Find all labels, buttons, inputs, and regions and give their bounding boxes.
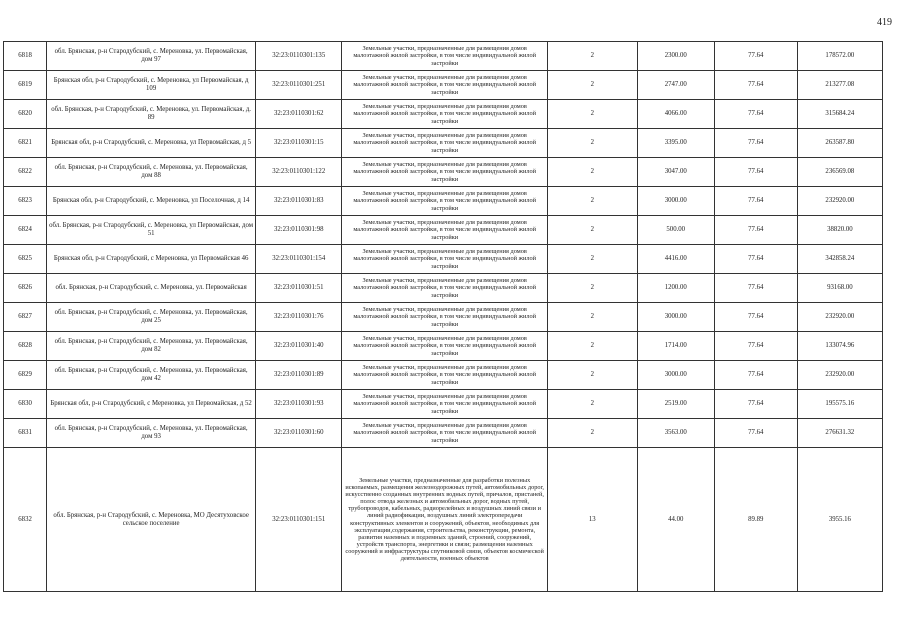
cadastral-value-cell: 213277.08 [797,71,882,100]
table-body [4,42,883,592]
category-code-cell: 2 [547,332,637,361]
cadastral-value-cell: 232920.00 [797,303,882,332]
address-cell: обл. Брянская, р-н Стародубский, с. Мереновка, ул. Первомайская, д. 89 [47,100,256,129]
category-code-cell: 2 [547,216,637,245]
area-cell: 1200.00 [637,274,714,303]
cadastral-value-cell: 232920.00 [797,187,882,216]
category-code-cell: 2 [547,274,637,303]
cadastral-number-cell: 32:23:0110301:40 [256,332,342,361]
row-number-cell: 6830 [4,390,47,419]
area-cell: 1714.00 [637,332,714,361]
cadastral-number-cell: 32:23:0110301:251 [256,71,342,100]
category-code-cell: 2 [547,361,637,390]
category-code-cell: 2 [547,71,637,100]
cadastral-value-cell: 276631.32 [797,419,882,448]
land-use-cell: Земельные участки, предназначенные для размещения домов малоэтажной жилой застройки, в том числе индивидуальной жилой застройки [342,245,548,274]
table-row [4,303,883,332]
row-number-cell: 6821 [4,129,47,158]
table-row [4,187,883,216]
specific-value-cell: 77.64 [714,274,797,303]
cadastral-number-cell: 32:23:0110301:93 [256,390,342,419]
cadastral-number-cell: 32:23:0110301:51 [256,274,342,303]
category-code-cell: 2 [547,100,637,129]
cadastral-value-cell: 178572.00 [797,42,882,71]
category-code-cell: 2 [547,303,637,332]
row-number-cell: 6823 [4,187,47,216]
row-number-cell: 6822 [4,158,47,187]
specific-value-cell: 77.64 [714,187,797,216]
specific-value-cell: 77.64 [714,332,797,361]
cadastral-number-cell: 32:23:0110301:98 [256,216,342,245]
address-cell: Брянская обл, р-н Стародубский, с Мереновка, ул Первомайская, д 52 [47,390,256,419]
area-cell: 3563.00 [637,419,714,448]
table-row [4,216,883,245]
row-number-cell: 6819 [4,71,47,100]
table-row [4,390,883,419]
cadastral-value-cell: 236569.08 [797,158,882,187]
category-code-cell: 2 [547,129,637,158]
cadastral-number-cell: 32:23:0110301:62 [256,100,342,129]
row-number-cell: 6828 [4,332,47,361]
land-use-cell: Земельные участки, предназначенные для размещения домов малоэтажной жилой застройки, в том числе индивидуальной жилой застройки [342,216,548,245]
address-cell: обл. Брянская, р-н Стародубский, с. Мереновка, ул. Первомайская, дом 97 [47,42,256,71]
table-row [4,245,883,274]
address-cell: Брянская обл, р-н Стародубский, с Мереновка, ул Первомайская 46 [47,245,256,274]
address-cell: Брянская обл, р-н Стародубский, с. Мереновка, ул Поселочная, д 14 [47,187,256,216]
area-cell: 500.00 [637,216,714,245]
cadastral-value-table [3,41,883,592]
area-cell: 44.00 [637,448,714,592]
row-number-cell: 6825 [4,245,47,274]
specific-value-cell: 77.64 [714,216,797,245]
table-row [4,129,883,158]
land-use-cell: Земельные участки, предназначенные для размещения домов малоэтажной жилой застройки, в том числе индивидуальной жилой застройки [342,187,548,216]
area-cell: 3000.00 [637,303,714,332]
land-use-cell: Земельные участки, предназначенные для размещения домов малоэтажной жилой застройки, в том числе индивидуальной жилой застройки [342,71,548,100]
category-code-cell: 2 [547,187,637,216]
address-cell: Брянская обл, р-н Стародубский, с. Мереновка, ул Первомайская, д 5 [47,129,256,158]
specific-value-cell: 77.64 [714,419,797,448]
row-number-cell: 6832 [4,448,47,592]
cadastral-number-cell: 32:23:0110301:154 [256,245,342,274]
area-cell: 3395.00 [637,129,714,158]
area-cell: 2519.00 [637,390,714,419]
area-cell: 2747.00 [637,71,714,100]
category-code-cell: 2 [547,419,637,448]
cadastral-number-cell: 32:23:0110301:83 [256,187,342,216]
cadastral-value-cell: 263587.80 [797,129,882,158]
address-cell: обл. Брянская, р-н Стародубский, с. Мереновка, ул. Первомайская, дом 25 [47,303,256,332]
specific-value-cell: 77.64 [714,71,797,100]
cadastral-number-cell: 32:23:0110301:76 [256,303,342,332]
land-use-cell: Земельные участки, предназначенные для размещения домов малоэтажной жилой застройки, в том числе индивидуальной жилой застройки [342,129,548,158]
cadastral-value-cell: 3955.16 [797,448,882,592]
address-cell: обл. Брянская, р-н Стародубский, с. Мереновка, ул. Первомайская, дом 88 [47,158,256,187]
land-use-cell: Земельные участки, предназначенные для размещения домов малоэтажной жилой застройки, в том числе индивидуальной жилой застройки [342,42,548,71]
category-code-cell: 13 [547,448,637,592]
specific-value-cell: 89.89 [714,448,797,592]
row-number-cell: 6820 [4,100,47,129]
address-cell: обл. Брянская, р-н Стародубский, с. Мереновка, ул. Первомайская, дом 42 [47,361,256,390]
table-row [4,274,883,303]
cadastral-value-cell: 38820.00 [797,216,882,245]
land-use-cell: Земельные участки, предназначенные для размещения домов малоэтажной жилой застройки, в том числе индивидуальной жилой застройки [342,361,548,390]
area-cell: 2300.00 [637,42,714,71]
land-use-cell: Земельные участки, предназначенные для размещения домов малоэтажной жилой застройки, в том числе индивидуальной жилой застройки [342,100,548,129]
cadastral-value-cell: 93168.00 [797,274,882,303]
specific-value-cell: 77.64 [714,390,797,419]
address-cell: обл. Брянская, р-н Стародубский, с. Мереновка, ул Первомайская, дом 51 [47,216,256,245]
category-code-cell: 2 [547,245,637,274]
page-number: 419 [877,17,892,28]
row-number-cell: 6827 [4,303,47,332]
specific-value-cell: 77.64 [714,42,797,71]
specific-value-cell: 77.64 [714,245,797,274]
table-row [4,361,883,390]
area-cell: 3047.00 [637,158,714,187]
specific-value-cell: 77.64 [714,129,797,158]
table-row [4,419,883,448]
land-use-cell: Земельные участки, предназначенные для размещения домов малоэтажной жилой застройки, в том числе индивидуальной жилой застройки [342,274,548,303]
table-row [4,448,883,592]
address-cell: обл. Брянская, р-н Стародубский, с. Мереновка, МО Десятуховское сельское поселение [47,448,256,592]
category-code-cell: 2 [547,42,637,71]
table-row [4,158,883,187]
land-use-cell: Земельные участки, предназначенные для разработки полезных ископаемых, размещения железнодорожных путей, автомобильных дорог, искусственно созданных внутренних водных путей, причалов, пристаней, полос отвода железных и автомобильных дорог, водных путей, трубопроводов, кабельных, радиорелейных и воздушных линий связи и линий радиофикации, воздушных линий электропередачи конструктивных элементов и сооружений, объектов, необходимых для эксплуатации,содержания, строительства, реконструкции, ремонта, развития наземных и подземных зданий, строений, сооружений, устройств транспорта, энергетики и связи; размещения наземных сооружений и инфраструктуры спутниковой связи, объектов космической деятельности, военных объектов [342,448,548,592]
row-number-cell: 6831 [4,419,47,448]
cadastral-number-cell: 32:23:0110301:135 [256,42,342,71]
cadastral-value-cell: 315684.24 [797,100,882,129]
table-row [4,71,883,100]
cadastral-value-cell: 232920.00 [797,361,882,390]
category-code-cell: 2 [547,158,637,187]
cadastral-number-cell: 32:23:0110301:89 [256,361,342,390]
area-cell: 4066.00 [637,100,714,129]
cadastral-number-cell: 32:23:0110301:15 [256,129,342,158]
row-number-cell: 6826 [4,274,47,303]
cadastral-number-cell: 32:23:0110301:151 [256,448,342,592]
row-number-cell: 6824 [4,216,47,245]
cadastral-value-cell: 133074.96 [797,332,882,361]
specific-value-cell: 77.64 [714,361,797,390]
specific-value-cell: 77.64 [714,303,797,332]
category-code-cell: 2 [547,390,637,419]
address-cell: обл. Брянская, р-н Стародубский, с. Мереновка, ул. Первомайская, дом 93 [47,419,256,448]
land-use-cell: Земельные участки, предназначенные для размещения домов малоэтажной жилой застройки, в том числе индивидуальной жилой застройки [342,158,548,187]
area-cell: 4416.00 [637,245,714,274]
cadastral-number-cell: 32:23:0110301:122 [256,158,342,187]
land-use-cell: Земельные участки, предназначенные для размещения домов малоэтажной жилой застройки, в том числе индивидуальной жилой застройки [342,303,548,332]
land-use-cell: Земельные участки, предназначенные для размещения домов малоэтажной жилой застройки, в том числе индивидуальной жилой застройки [342,332,548,361]
table-row [4,42,883,71]
table-row [4,332,883,361]
address-cell: обл. Брянская, р-н Стародубский, с. Мереновка, ул. Первомайская [47,274,256,303]
specific-value-cell: 77.64 [714,158,797,187]
land-use-cell: Земельные участки, предназначенные для размещения домов малоэтажной жилой застройки, в том числе индивидуальной жилой застройки [342,419,548,448]
address-cell: Брянская обл, р-н Стародубский, с. Мереновка, ул Первомайская, д 109 [47,71,256,100]
address-cell: обл. Брянская, р-н Стародубский, с. Мереновка, ул. Первомайская, дом 82 [47,332,256,361]
area-cell: 3000.00 [637,187,714,216]
area-cell: 3000.00 [637,361,714,390]
specific-value-cell: 77.64 [714,100,797,129]
land-use-cell: Земельные участки, предназначенные для размещения домов малоэтажной жилой застройки, в том числе индивидуальной жилой застройки [342,390,548,419]
cadastral-number-cell: 32:23:0110301:60 [256,419,342,448]
row-number-cell: 6829 [4,361,47,390]
cadastral-value-cell: 342858.24 [797,245,882,274]
table-row [4,100,883,129]
cadastral-value-cell: 195575.16 [797,390,882,419]
row-number-cell: 6818 [4,42,47,71]
